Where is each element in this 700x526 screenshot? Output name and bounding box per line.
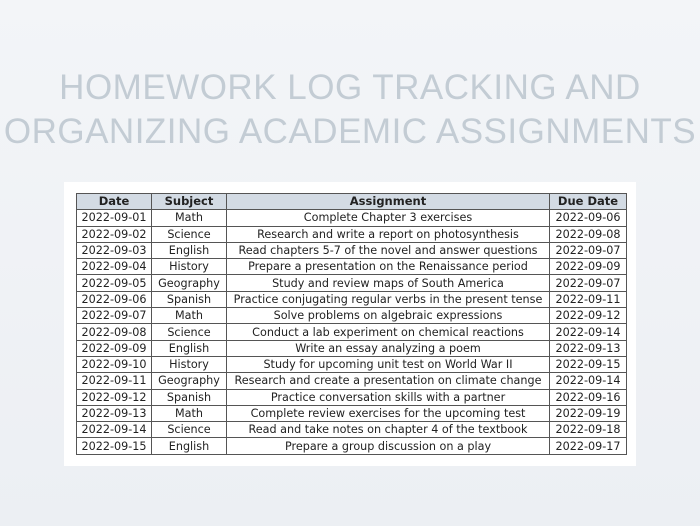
cell-due-date: 2022-09-11 (550, 291, 627, 307)
homework-log-table (76, 193, 627, 455)
table-row (77, 242, 627, 258)
cell-date: 2022-09-06 (77, 291, 152, 307)
cell-subject: Geography (152, 373, 227, 389)
cell-subject: Geography (152, 275, 227, 291)
cell-due-date: 2022-09-07 (550, 242, 627, 258)
cell-assignment: Complete Chapter 3 exercises (227, 210, 550, 226)
cell-assignment: Solve problems on algebraic expressions (227, 308, 550, 324)
table-row (77, 275, 627, 291)
cell-due-date: 2022-09-13 (550, 340, 627, 356)
table-row (77, 324, 627, 340)
cell-subject: Math (152, 405, 227, 421)
cell-due-date: 2022-09-07 (550, 275, 627, 291)
cell-subject: Science (152, 226, 227, 242)
cell-assignment: Write an essay analyzing a poem (227, 340, 550, 356)
cell-subject: History (152, 356, 227, 372)
cell-due-date: 2022-09-12 (550, 308, 627, 324)
cell-assignment: Research and write a report on photosynthesis (227, 226, 550, 242)
cell-due-date: 2022-09-06 (550, 210, 627, 226)
table-row (77, 373, 627, 389)
cell-date: 2022-09-11 (77, 373, 152, 389)
cell-date: 2022-09-04 (77, 259, 152, 275)
cell-due-date: 2022-09-08 (550, 226, 627, 242)
cell-date: 2022-09-10 (77, 356, 152, 372)
cell-subject: English (152, 340, 227, 356)
header-due-date: Due Date (550, 194, 627, 210)
cell-date: 2022-09-09 (77, 340, 152, 356)
cell-assignment: Research and create a presentation on climate change (227, 373, 550, 389)
cell-due-date: 2022-09-14 (550, 373, 627, 389)
table-header-row (77, 194, 627, 210)
cell-due-date: 2022-09-18 (550, 422, 627, 438)
table-row (77, 405, 627, 421)
table-card (64, 182, 636, 466)
cell-subject: Science (152, 422, 227, 438)
cell-due-date: 2022-09-14 (550, 324, 627, 340)
cell-date: 2022-09-03 (77, 242, 152, 258)
cell-date: 2022-09-05 (77, 275, 152, 291)
cell-assignment: Practice conjugating regular verbs in the present tense (227, 291, 550, 307)
cell-date: 2022-09-15 (77, 438, 152, 454)
cell-assignment: Study for upcoming unit test on World War II (227, 356, 550, 372)
cell-subject: History (152, 259, 227, 275)
cell-assignment: Prepare a presentation on the Renaissance period (227, 259, 550, 275)
table-row (77, 259, 627, 275)
cell-due-date: 2022-09-17 (550, 438, 627, 454)
page-title-line-2: ORGANIZING ACADEMIC ASSIGNMENTS (3, 112, 697, 151)
cell-assignment: Study and review maps of South America (227, 275, 550, 291)
cell-assignment: Practice conversation skills with a partner (227, 389, 550, 405)
table-row (77, 422, 627, 438)
table-row (77, 389, 627, 405)
cell-assignment: Complete review exercises for the upcoming test (227, 405, 550, 421)
cell-date: 2022-09-13 (77, 405, 152, 421)
cell-due-date: 2022-09-19 (550, 405, 627, 421)
cell-subject: Spanish (152, 389, 227, 405)
table-row (77, 226, 627, 242)
cell-due-date: 2022-09-09 (550, 259, 627, 275)
cell-date: 2022-09-02 (77, 226, 152, 242)
table-row (77, 308, 627, 324)
cell-subject: Spanish (152, 291, 227, 307)
cell-assignment: Read chapters 5-7 of the novel and answer questions (227, 242, 550, 258)
header-subject: Subject (152, 194, 227, 210)
cell-date: 2022-09-14 (77, 422, 152, 438)
table-row (77, 340, 627, 356)
cell-date: 2022-09-08 (77, 324, 152, 340)
table-row (77, 291, 627, 307)
table-row (77, 356, 627, 372)
cell-subject: Science (152, 324, 227, 340)
cell-due-date: 2022-09-16 (550, 389, 627, 405)
cell-subject: Math (152, 210, 227, 226)
cell-date: 2022-09-12 (77, 389, 152, 405)
cell-date: 2022-09-07 (77, 308, 152, 324)
cell-date: 2022-09-01 (77, 210, 152, 226)
header-date: Date (77, 194, 152, 210)
table-row (77, 438, 627, 454)
page-title-line-1: HOMEWORK LOG TRACKING AND (59, 68, 641, 107)
cell-assignment: Conduct a lab experiment on chemical reactions (227, 324, 550, 340)
cell-due-date: 2022-09-15 (550, 356, 627, 372)
cell-subject: Math (152, 308, 227, 324)
cell-assignment: Read and take notes on chapter 4 of the textbook (227, 422, 550, 438)
cell-subject: English (152, 438, 227, 454)
cell-subject: English (152, 242, 227, 258)
cell-assignment: Prepare a group discussion on a play (227, 438, 550, 454)
header-assignment: Assignment (227, 194, 550, 210)
table-row (77, 210, 627, 226)
